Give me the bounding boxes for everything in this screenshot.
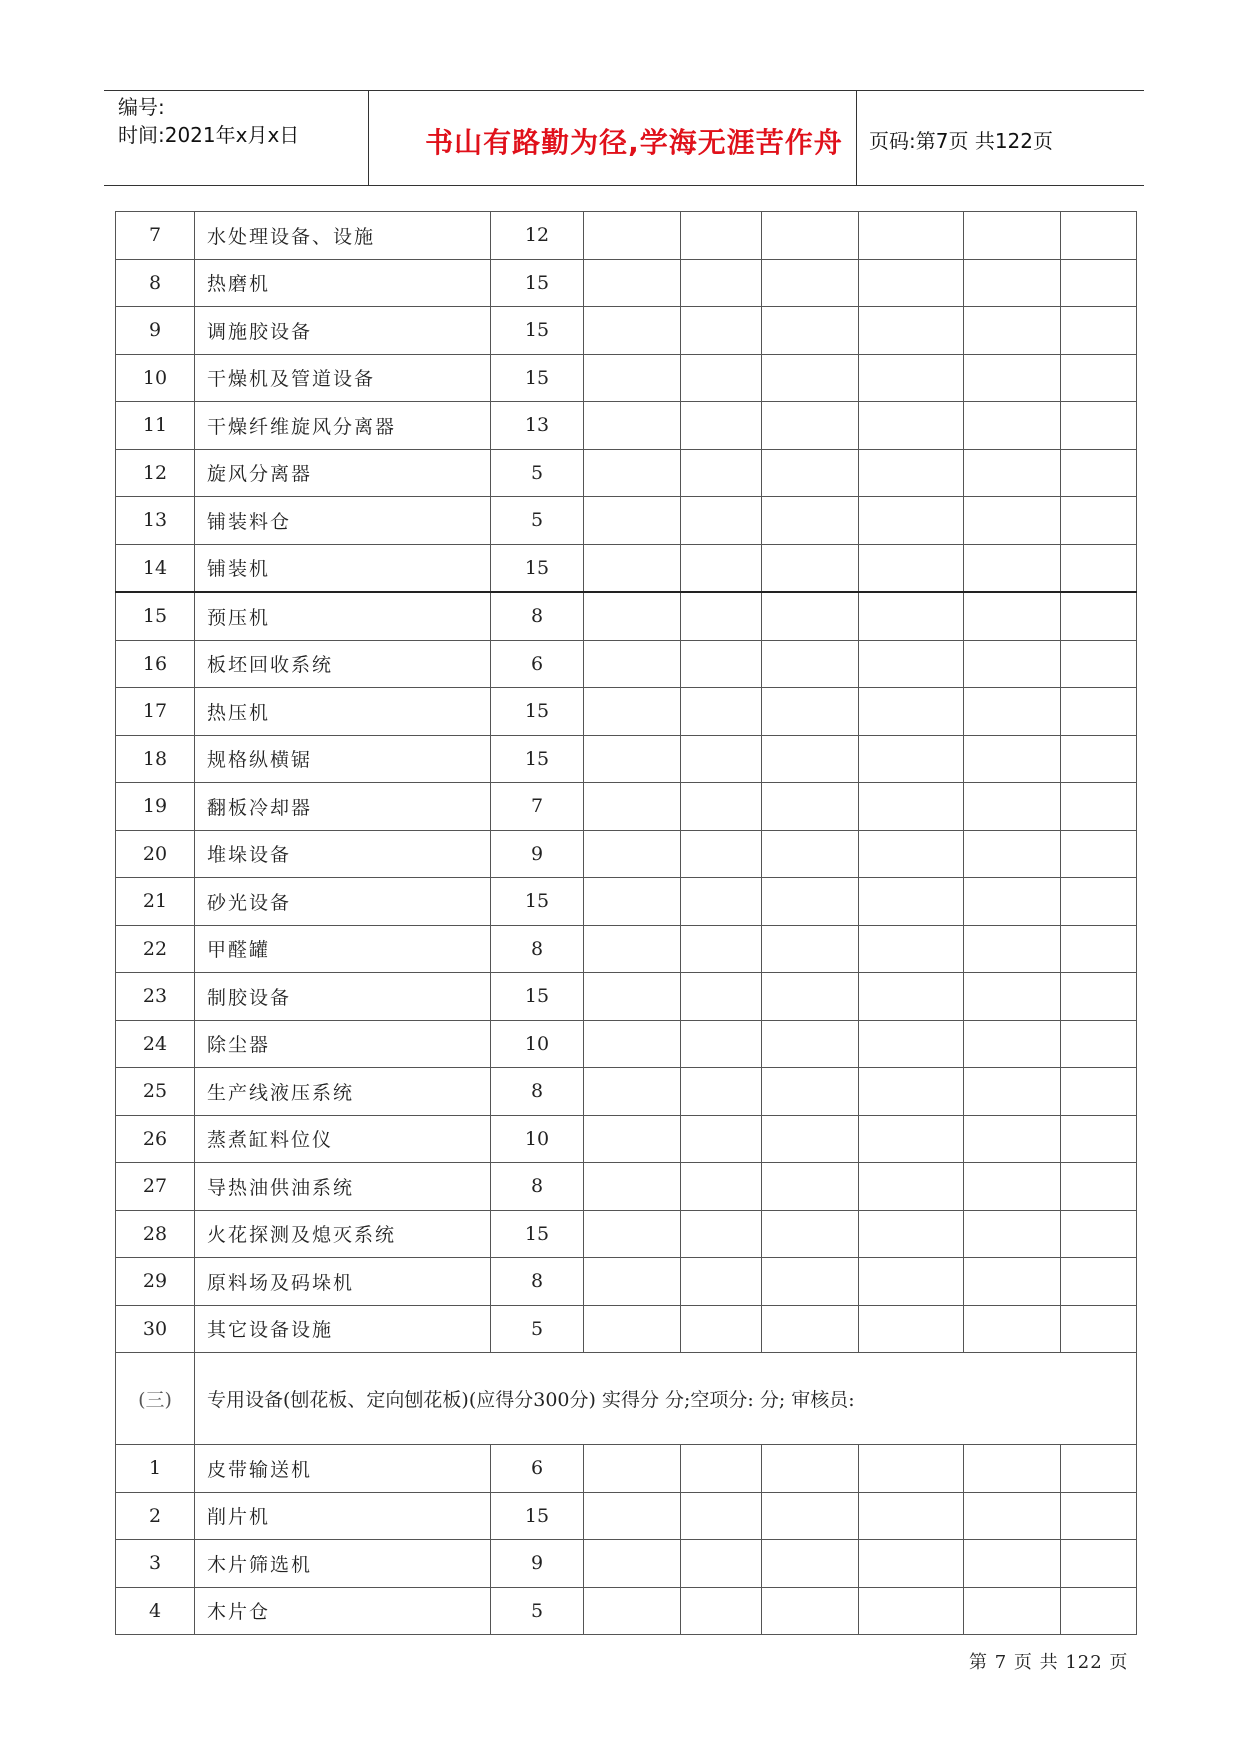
empty-cell	[1061, 497, 1137, 545]
table-row	[116, 830, 1137, 878]
header-divider-2	[856, 91, 857, 185]
empty-cell	[681, 544, 762, 592]
equipment-name: 生产线液压系统	[195, 1068, 491, 1116]
empty-cell	[859, 212, 964, 260]
empty-cell	[762, 925, 859, 973]
table-row	[116, 1020, 1137, 1068]
standard-score: 7	[491, 783, 584, 831]
empty-cell	[964, 1020, 1061, 1068]
table-row	[116, 1210, 1137, 1258]
empty-cell	[1061, 544, 1137, 592]
empty-cell	[681, 1115, 762, 1163]
empty-cell	[584, 973, 681, 1021]
equipment-name: 火花探测及熄灭系统	[195, 1210, 491, 1258]
code-label: 编号:	[118, 95, 165, 119]
standard-score: 15	[491, 354, 584, 402]
table-row	[116, 307, 1137, 355]
empty-cell	[859, 640, 964, 688]
row-number: 7	[116, 212, 195, 260]
empty-cell	[681, 402, 762, 450]
equipment-name: 预压机	[195, 592, 491, 640]
empty-cell	[584, 1068, 681, 1116]
row-number: 23	[116, 973, 195, 1021]
standard-score: 10	[491, 1115, 584, 1163]
equipment-name: 热压机	[195, 688, 491, 736]
standard-score: 15	[491, 878, 584, 926]
standard-score: 8	[491, 1068, 584, 1116]
equipment-name: 干燥纤维旋风分离器	[195, 402, 491, 450]
empty-cell	[964, 497, 1061, 545]
empty-cell	[584, 640, 681, 688]
empty-cell	[964, 1587, 1061, 1635]
empty-cell	[584, 449, 681, 497]
standard-score: 12	[491, 212, 584, 260]
standard-score: 6	[491, 1445, 584, 1493]
empty-cell	[1061, 1163, 1137, 1211]
table-row	[116, 1587, 1137, 1635]
row-number: 8	[116, 259, 195, 307]
equipment-name: 铺装机	[195, 544, 491, 592]
empty-cell	[859, 1587, 964, 1635]
empty-cell	[762, 1210, 859, 1258]
row-number: 17	[116, 688, 195, 736]
empty-cell	[584, 1210, 681, 1258]
empty-cell	[1061, 354, 1137, 402]
standard-score: 9	[491, 1540, 584, 1588]
empty-cell	[584, 354, 681, 402]
table-row	[116, 1492, 1137, 1540]
equipment-name: 木片筛选机	[195, 1540, 491, 1588]
empty-cell	[681, 830, 762, 878]
empty-cell	[1061, 449, 1137, 497]
standard-score: 5	[491, 497, 584, 545]
empty-cell	[859, 544, 964, 592]
empty-cell	[964, 688, 1061, 736]
empty-cell	[964, 783, 1061, 831]
equipment-name: 甲醛罐	[195, 925, 491, 973]
empty-cell	[1061, 973, 1137, 1021]
empty-cell	[964, 973, 1061, 1021]
table-row	[116, 735, 1137, 783]
equipment-name: 堆垛设备	[195, 830, 491, 878]
equipment-name: 规格纵横锯	[195, 735, 491, 783]
empty-cell	[964, 402, 1061, 450]
equipment-name: 铺装料仓	[195, 497, 491, 545]
section-row	[116, 1353, 1137, 1445]
equipment-name: 蒸煮缸料位仪	[195, 1115, 491, 1163]
table-row	[116, 783, 1137, 831]
equipment-name: 干燥机及管道设备	[195, 354, 491, 402]
table-section-row	[116, 1353, 1137, 1445]
table-row	[116, 1540, 1137, 1588]
table-row	[116, 544, 1137, 592]
empty-cell	[584, 783, 681, 831]
empty-cell	[964, 1115, 1061, 1163]
empty-cell	[584, 212, 681, 260]
empty-cell	[681, 925, 762, 973]
empty-cell	[859, 830, 964, 878]
empty-cell	[1061, 402, 1137, 450]
page-footer: 第 7 页 共 122 页	[969, 1652, 1129, 1673]
table-row	[116, 449, 1137, 497]
empty-cell	[681, 688, 762, 736]
table-body-c	[116, 1445, 1137, 1635]
row-number: 26	[116, 1115, 195, 1163]
empty-cell	[762, 1587, 859, 1635]
row-number: 28	[116, 1210, 195, 1258]
empty-cell	[859, 1115, 964, 1163]
empty-cell	[584, 735, 681, 783]
empty-cell	[762, 1445, 859, 1493]
empty-cell	[584, 497, 681, 545]
empty-cell	[681, 1068, 762, 1116]
standard-score: 15	[491, 688, 584, 736]
empty-cell	[964, 1163, 1061, 1211]
equipment-name: 皮带输送机	[195, 1445, 491, 1493]
equipment-name: 除尘器	[195, 1020, 491, 1068]
empty-cell	[1061, 735, 1137, 783]
table-row	[116, 973, 1137, 1021]
empty-cell	[1061, 1068, 1137, 1116]
table-row	[116, 259, 1137, 307]
equipment-name: 旋风分离器	[195, 449, 491, 497]
row-number: 21	[116, 878, 195, 926]
empty-cell	[681, 973, 762, 1021]
empty-cell	[584, 925, 681, 973]
empty-cell	[859, 592, 964, 640]
empty-cell	[859, 1068, 964, 1116]
empty-cell	[859, 1020, 964, 1068]
table-row	[116, 592, 1137, 640]
empty-cell	[762, 544, 859, 592]
empty-cell	[681, 259, 762, 307]
empty-cell	[762, 830, 859, 878]
empty-cell	[584, 1258, 681, 1306]
empty-cell	[762, 497, 859, 545]
table-row	[116, 1305, 1137, 1353]
empty-cell	[859, 735, 964, 783]
empty-cell	[762, 1540, 859, 1588]
empty-cell	[584, 259, 681, 307]
standard-score: 8	[491, 592, 584, 640]
row-number: 25	[116, 1068, 195, 1116]
empty-cell	[859, 1540, 964, 1588]
empty-cell	[681, 592, 762, 640]
empty-cell	[964, 1540, 1061, 1588]
standard-score: 10	[491, 1020, 584, 1068]
table-row	[116, 1068, 1137, 1116]
equipment-name: 其它设备设施	[195, 1305, 491, 1353]
empty-cell	[681, 449, 762, 497]
empty-cell	[964, 1068, 1061, 1116]
empty-cell	[681, 307, 762, 355]
empty-cell	[1061, 1258, 1137, 1306]
empty-cell	[762, 735, 859, 783]
empty-cell	[1061, 1115, 1137, 1163]
empty-cell	[681, 1210, 762, 1258]
empty-cell	[681, 1587, 762, 1635]
empty-cell	[859, 878, 964, 926]
table-row	[116, 1445, 1137, 1493]
empty-cell	[964, 1305, 1061, 1353]
empty-cell	[964, 212, 1061, 260]
empty-cell	[762, 1492, 859, 1540]
empty-cell	[859, 1445, 964, 1493]
row-number: 27	[116, 1163, 195, 1211]
empty-cell	[964, 1210, 1061, 1258]
equipment-name: 砂光设备	[195, 878, 491, 926]
empty-cell	[859, 307, 964, 355]
equipment-name: 导热油供油系统	[195, 1163, 491, 1211]
empty-cell	[859, 925, 964, 973]
empty-cell	[681, 1163, 762, 1211]
empty-cell	[964, 1445, 1061, 1493]
empty-cell	[762, 1115, 859, 1163]
empty-cell	[762, 973, 859, 1021]
row-number: 9	[116, 307, 195, 355]
empty-cell	[1061, 640, 1137, 688]
empty-cell	[681, 640, 762, 688]
header-left	[118, 93, 299, 149]
row-number: 20	[116, 830, 195, 878]
empty-cell	[964, 544, 1061, 592]
equipment-name: 热磨机	[195, 259, 491, 307]
empty-cell	[1061, 688, 1137, 736]
row-number: 30	[116, 1305, 195, 1353]
empty-cell	[584, 878, 681, 926]
empty-cell	[964, 878, 1061, 926]
row-number: 2	[116, 1492, 195, 1540]
empty-cell	[584, 1305, 681, 1353]
empty-cell	[762, 354, 859, 402]
empty-cell	[964, 307, 1061, 355]
empty-cell	[762, 1258, 859, 1306]
empty-cell	[859, 497, 964, 545]
standard-score: 15	[491, 307, 584, 355]
row-number: 16	[116, 640, 195, 688]
row-number: 4	[116, 1587, 195, 1635]
empty-cell	[681, 497, 762, 545]
empty-cell	[859, 1258, 964, 1306]
empty-cell	[762, 212, 859, 260]
empty-cell	[859, 1305, 964, 1353]
equipment-name: 削片机	[195, 1492, 491, 1540]
equipment-name: 板坯回收系统	[195, 640, 491, 688]
empty-cell	[1061, 830, 1137, 878]
empty-cell	[584, 688, 681, 736]
section-number: (三)	[116, 1353, 195, 1445]
empty-cell	[1061, 1587, 1137, 1635]
empty-cell	[859, 449, 964, 497]
empty-cell	[762, 1163, 859, 1211]
table-row	[116, 1115, 1137, 1163]
equipment-name: 翻板冷却器	[195, 783, 491, 831]
row-number: 11	[116, 402, 195, 450]
empty-cell	[964, 640, 1061, 688]
section-title: 专用设备(刨花板、定向刨花板)(应得分300分) 实得分 分;空项分: 分; 审核员:	[195, 1353, 1137, 1445]
empty-cell	[584, 544, 681, 592]
empty-cell	[859, 783, 964, 831]
row-number: 15	[116, 592, 195, 640]
empty-cell	[681, 1445, 762, 1493]
standard-score: 5	[491, 449, 584, 497]
empty-cell	[1061, 307, 1137, 355]
empty-cell	[762, 1305, 859, 1353]
empty-cell	[859, 259, 964, 307]
standard-score: 15	[491, 973, 584, 1021]
equipment-score-table	[115, 211, 1137, 1635]
empty-cell	[762, 307, 859, 355]
empty-cell	[762, 449, 859, 497]
empty-cell	[964, 1492, 1061, 1540]
empty-cell	[681, 1258, 762, 1306]
table-row	[116, 878, 1137, 926]
empty-cell	[1061, 1492, 1137, 1540]
standard-score: 15	[491, 735, 584, 783]
row-number: 18	[116, 735, 195, 783]
empty-cell	[964, 449, 1061, 497]
empty-cell	[1061, 1445, 1137, 1493]
empty-cell	[584, 830, 681, 878]
empty-cell	[584, 1445, 681, 1493]
empty-cell	[584, 402, 681, 450]
empty-cell	[964, 354, 1061, 402]
row-number: 14	[116, 544, 195, 592]
empty-cell	[584, 1115, 681, 1163]
standard-score: 15	[491, 544, 584, 592]
row-number: 1	[116, 1445, 195, 1493]
empty-cell	[584, 1020, 681, 1068]
empty-cell	[1061, 212, 1137, 260]
standard-score: 9	[491, 830, 584, 878]
empty-cell	[1061, 1305, 1137, 1353]
equipment-name: 原料场及码垛机	[195, 1258, 491, 1306]
table-row	[116, 212, 1137, 260]
empty-cell	[1061, 878, 1137, 926]
standard-score: 6	[491, 640, 584, 688]
empty-cell	[964, 592, 1061, 640]
empty-cell	[859, 688, 964, 736]
standard-score: 5	[491, 1587, 584, 1635]
empty-cell	[1061, 1020, 1137, 1068]
empty-cell	[964, 830, 1061, 878]
empty-cell	[584, 1540, 681, 1588]
empty-cell	[762, 1068, 859, 1116]
empty-cell	[762, 688, 859, 736]
standard-score: 15	[491, 1492, 584, 1540]
row-number: 10	[116, 354, 195, 402]
empty-cell	[762, 402, 859, 450]
table-row	[116, 688, 1137, 736]
empty-cell	[681, 1020, 762, 1068]
table-row	[116, 640, 1137, 688]
empty-cell	[1061, 925, 1137, 973]
table-row	[116, 354, 1137, 402]
empty-cell	[859, 354, 964, 402]
equipment-name: 水处理设备、设施	[195, 212, 491, 260]
time-label: 时间:2021年x月x日	[118, 123, 300, 147]
header-divider-1	[368, 91, 369, 185]
standard-score: 5	[491, 1305, 584, 1353]
equipment-name: 调施胶设备	[195, 307, 491, 355]
row-number: 24	[116, 1020, 195, 1068]
row-number: 13	[116, 497, 195, 545]
row-number: 3	[116, 1540, 195, 1588]
page-header	[104, 90, 1144, 186]
header-page-info: 页码:第7页 共122页	[869, 129, 1053, 153]
empty-cell	[762, 640, 859, 688]
empty-cell	[681, 735, 762, 783]
row-number: 22	[116, 925, 195, 973]
empty-cell	[584, 592, 681, 640]
empty-cell	[1061, 592, 1137, 640]
empty-cell	[859, 1163, 964, 1211]
standard-score: 13	[491, 402, 584, 450]
empty-cell	[584, 1163, 681, 1211]
equipment-name: 木片仓	[195, 1587, 491, 1635]
standard-score: 15	[491, 259, 584, 307]
empty-cell	[964, 259, 1061, 307]
empty-cell	[681, 1540, 762, 1588]
table-row	[116, 497, 1137, 545]
empty-cell	[762, 592, 859, 640]
empty-cell	[859, 1210, 964, 1258]
empty-cell	[964, 1258, 1061, 1306]
empty-cell	[762, 783, 859, 831]
empty-cell	[762, 1020, 859, 1068]
table-row	[116, 1163, 1137, 1211]
table-row	[116, 1258, 1137, 1306]
empty-cell	[681, 212, 762, 260]
standard-score: 8	[491, 925, 584, 973]
standard-score: 8	[491, 1258, 584, 1306]
table-body-b	[116, 592, 1137, 1353]
empty-cell	[584, 1492, 681, 1540]
empty-cell	[681, 783, 762, 831]
row-number: 19	[116, 783, 195, 831]
empty-cell	[1061, 1540, 1137, 1588]
empty-cell	[964, 925, 1061, 973]
table-body-a	[116, 212, 1137, 593]
header-motto: 书山有路勤为径,学海无涯苦作舟	[425, 126, 843, 159]
empty-cell	[1061, 1210, 1137, 1258]
equipment-name: 制胶设备	[195, 973, 491, 1021]
empty-cell	[1061, 783, 1137, 831]
empty-cell	[584, 1587, 681, 1635]
empty-cell	[762, 259, 859, 307]
empty-cell	[584, 307, 681, 355]
table-row	[116, 925, 1137, 973]
empty-cell	[859, 1492, 964, 1540]
empty-cell	[762, 878, 859, 926]
table-row	[116, 402, 1137, 450]
row-number: 29	[116, 1258, 195, 1306]
empty-cell	[681, 1305, 762, 1353]
empty-cell	[859, 402, 964, 450]
empty-cell	[964, 735, 1061, 783]
empty-cell	[681, 354, 762, 402]
empty-cell	[859, 973, 964, 1021]
empty-cell	[1061, 259, 1137, 307]
row-number: 12	[116, 449, 195, 497]
empty-cell	[681, 1492, 762, 1540]
standard-score: 15	[491, 1210, 584, 1258]
standard-score: 8	[491, 1163, 584, 1211]
empty-cell	[681, 878, 762, 926]
